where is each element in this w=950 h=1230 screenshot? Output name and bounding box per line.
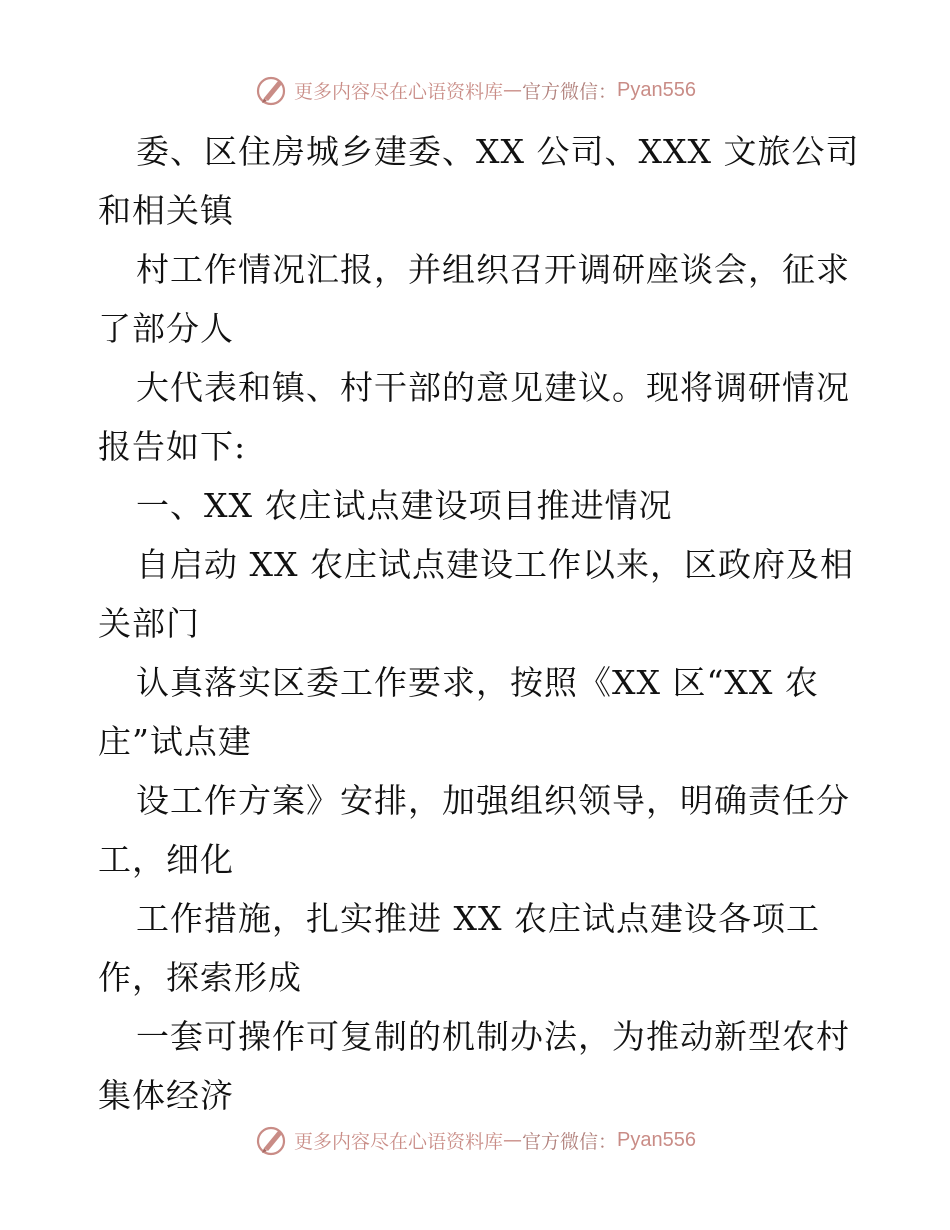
- text-line: 工作措施，扎实推进 XX 农庄试点建设各项工: [136, 899, 820, 938]
- text-line: 委、区住房城乡建委、XX 公司、XXX 文旅公司: [136, 132, 860, 171]
- watermark-sub-text: 官方微信：: [522, 80, 618, 103]
- text-line: 和相关镇: [98, 191, 234, 230]
- watermark-sub-text: 官方微信：: [522, 1130, 618, 1153]
- watermark-main-text: 更多内容尽在心语资料库: [294, 1130, 504, 1153]
- watermark-wechat-id: Pyan556: [617, 78, 696, 101]
- text-line: 关部门: [98, 604, 200, 643]
- section-heading: 一、XX 农庄试点建设项目推进情况: [136, 486, 673, 525]
- text-line: 认真落实区委工作要求，按照《XX 区“XX 农: [136, 663, 819, 702]
- text-line: 村工作情况汇报，并组织召开调研座谈会，征求: [136, 250, 850, 289]
- pen-logo-icon: [254, 1122, 290, 1158]
- watermark-dash: —: [503, 1129, 523, 1151]
- header-watermark: [0, 70, 950, 110]
- text-line: 设工作方案》安排，加强组织领导，明确责任分: [136, 781, 850, 820]
- watermark-dash: —: [503, 79, 523, 101]
- document-body: [98, 122, 868, 1125]
- text-line: 集体经济: [98, 1076, 234, 1115]
- pen-logo-icon: [254, 72, 290, 108]
- text-line: 了部分人: [98, 309, 234, 348]
- text-line: 一套可操作可复制的机制办法，为推动新型农村: [136, 1017, 850, 1056]
- text-line: 作，探索形成: [98, 958, 302, 997]
- text-line: 大代表和镇、村干部的意见建议。现将调研情况: [136, 368, 850, 407]
- text-line: 工，细化: [98, 840, 234, 879]
- watermark-main-text: 更多内容尽在心语资料库: [294, 80, 504, 103]
- watermark-wechat-id: Pyan556: [617, 1128, 696, 1151]
- text-line: 庄”试点建: [98, 722, 252, 761]
- text-line: 报告如下:: [98, 427, 247, 466]
- text-line: 自启动 XX 农庄试点建设工作以来，区政府及相: [136, 545, 854, 584]
- footer-watermark: [0, 1120, 950, 1160]
